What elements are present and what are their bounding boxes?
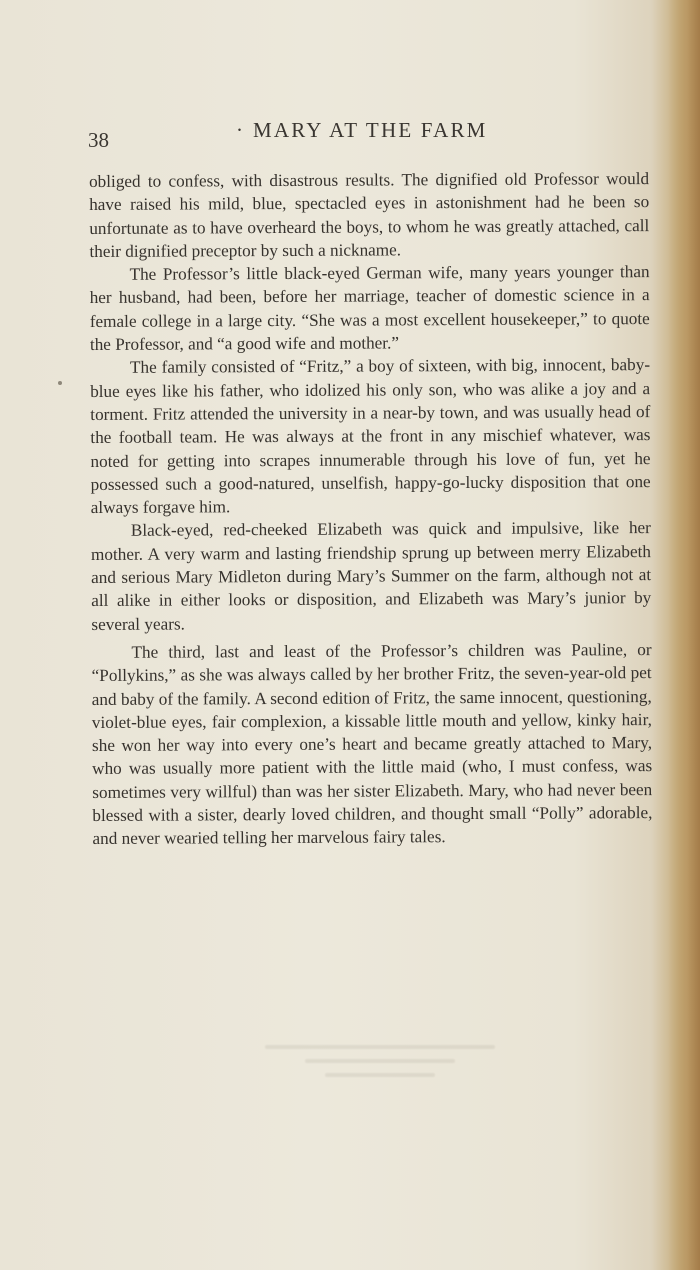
- paragraph-professors-wife: The Professor’s little black-eyed German wife, many years younger than her husband, had been, before her marriage, teacher of domestic science in a female college in a large city. “She was a most excellent housekeeper,” to quote the Professor, and “a good wife and mother.”: [89, 262, 650, 355]
- page-header: [88, 118, 648, 158]
- running-title: · MARY AT THE FARM: [236, 118, 488, 143]
- paragraph-elizabeth: Black-eyed, red-cheeked Elizabeth was quick and impulsive, like her mother. A very warm and lasting friendship sprung up between merry Elizabeth and serious Mary Midleton during Mary’s Summer on the farm, although not at all alike in either looks or disposition, and Elizabeth was Mary’s junior by several years.: [90, 518, 652, 634]
- paragraph-continuation: obliged to confess, with disastrous results. The dignified old Professor would have raised his mild, blue, spectacled eyes in astonishment had he been so unfortunate as to have overheard the boys, to whom he was greatly attached, call their dignified preceptor by such a nickname.: [89, 169, 650, 261]
- margin-dot: [58, 381, 62, 385]
- page-number: 38: [88, 128, 109, 152]
- paragraph-fritz: The family consisted of “Fritz,” a boy of sixteen, with big, innocent, baby-blue eyes like his father, who idolized his only son, who was alike a joy and a torment. Fritz attended the university in a near-by town, and was usually head of the football team. He was always at the front in any mischief whatever, was noted for getting into scrapes innumerable through his love of fun, yet he possessed such a good-natured, unselfish, happy-go-lucky disposition that one always forgave him.: [90, 355, 651, 518]
- paragraph-pollykins: The third, last and least of the Professor’s children was Pauline, or “Pollykins,” as she was always called by her brother Fritz, the seven-year-old pet and baby of the family. A second edition of Fritz, the same innocent, questioning, violet-blue eyes, fair complexion, a kissable little mouth and yellow, kinky hair, she won her way into every one’s heart and became greatly attached to Mary, who was usually more patient with the little maid (who, I must confess, was sometimes very willful) than was her sister Elizabeth. Mary, who had never been blessed with a sister, dearly loved children, and thought small “Polly” adorable, and never wearied telling her marvelous fairy tales.: [91, 639, 653, 849]
- body-text: [89, 167, 653, 851]
- show-through-text: [250, 1035, 510, 1095]
- page-edge-shadow: [668, 0, 700, 1270]
